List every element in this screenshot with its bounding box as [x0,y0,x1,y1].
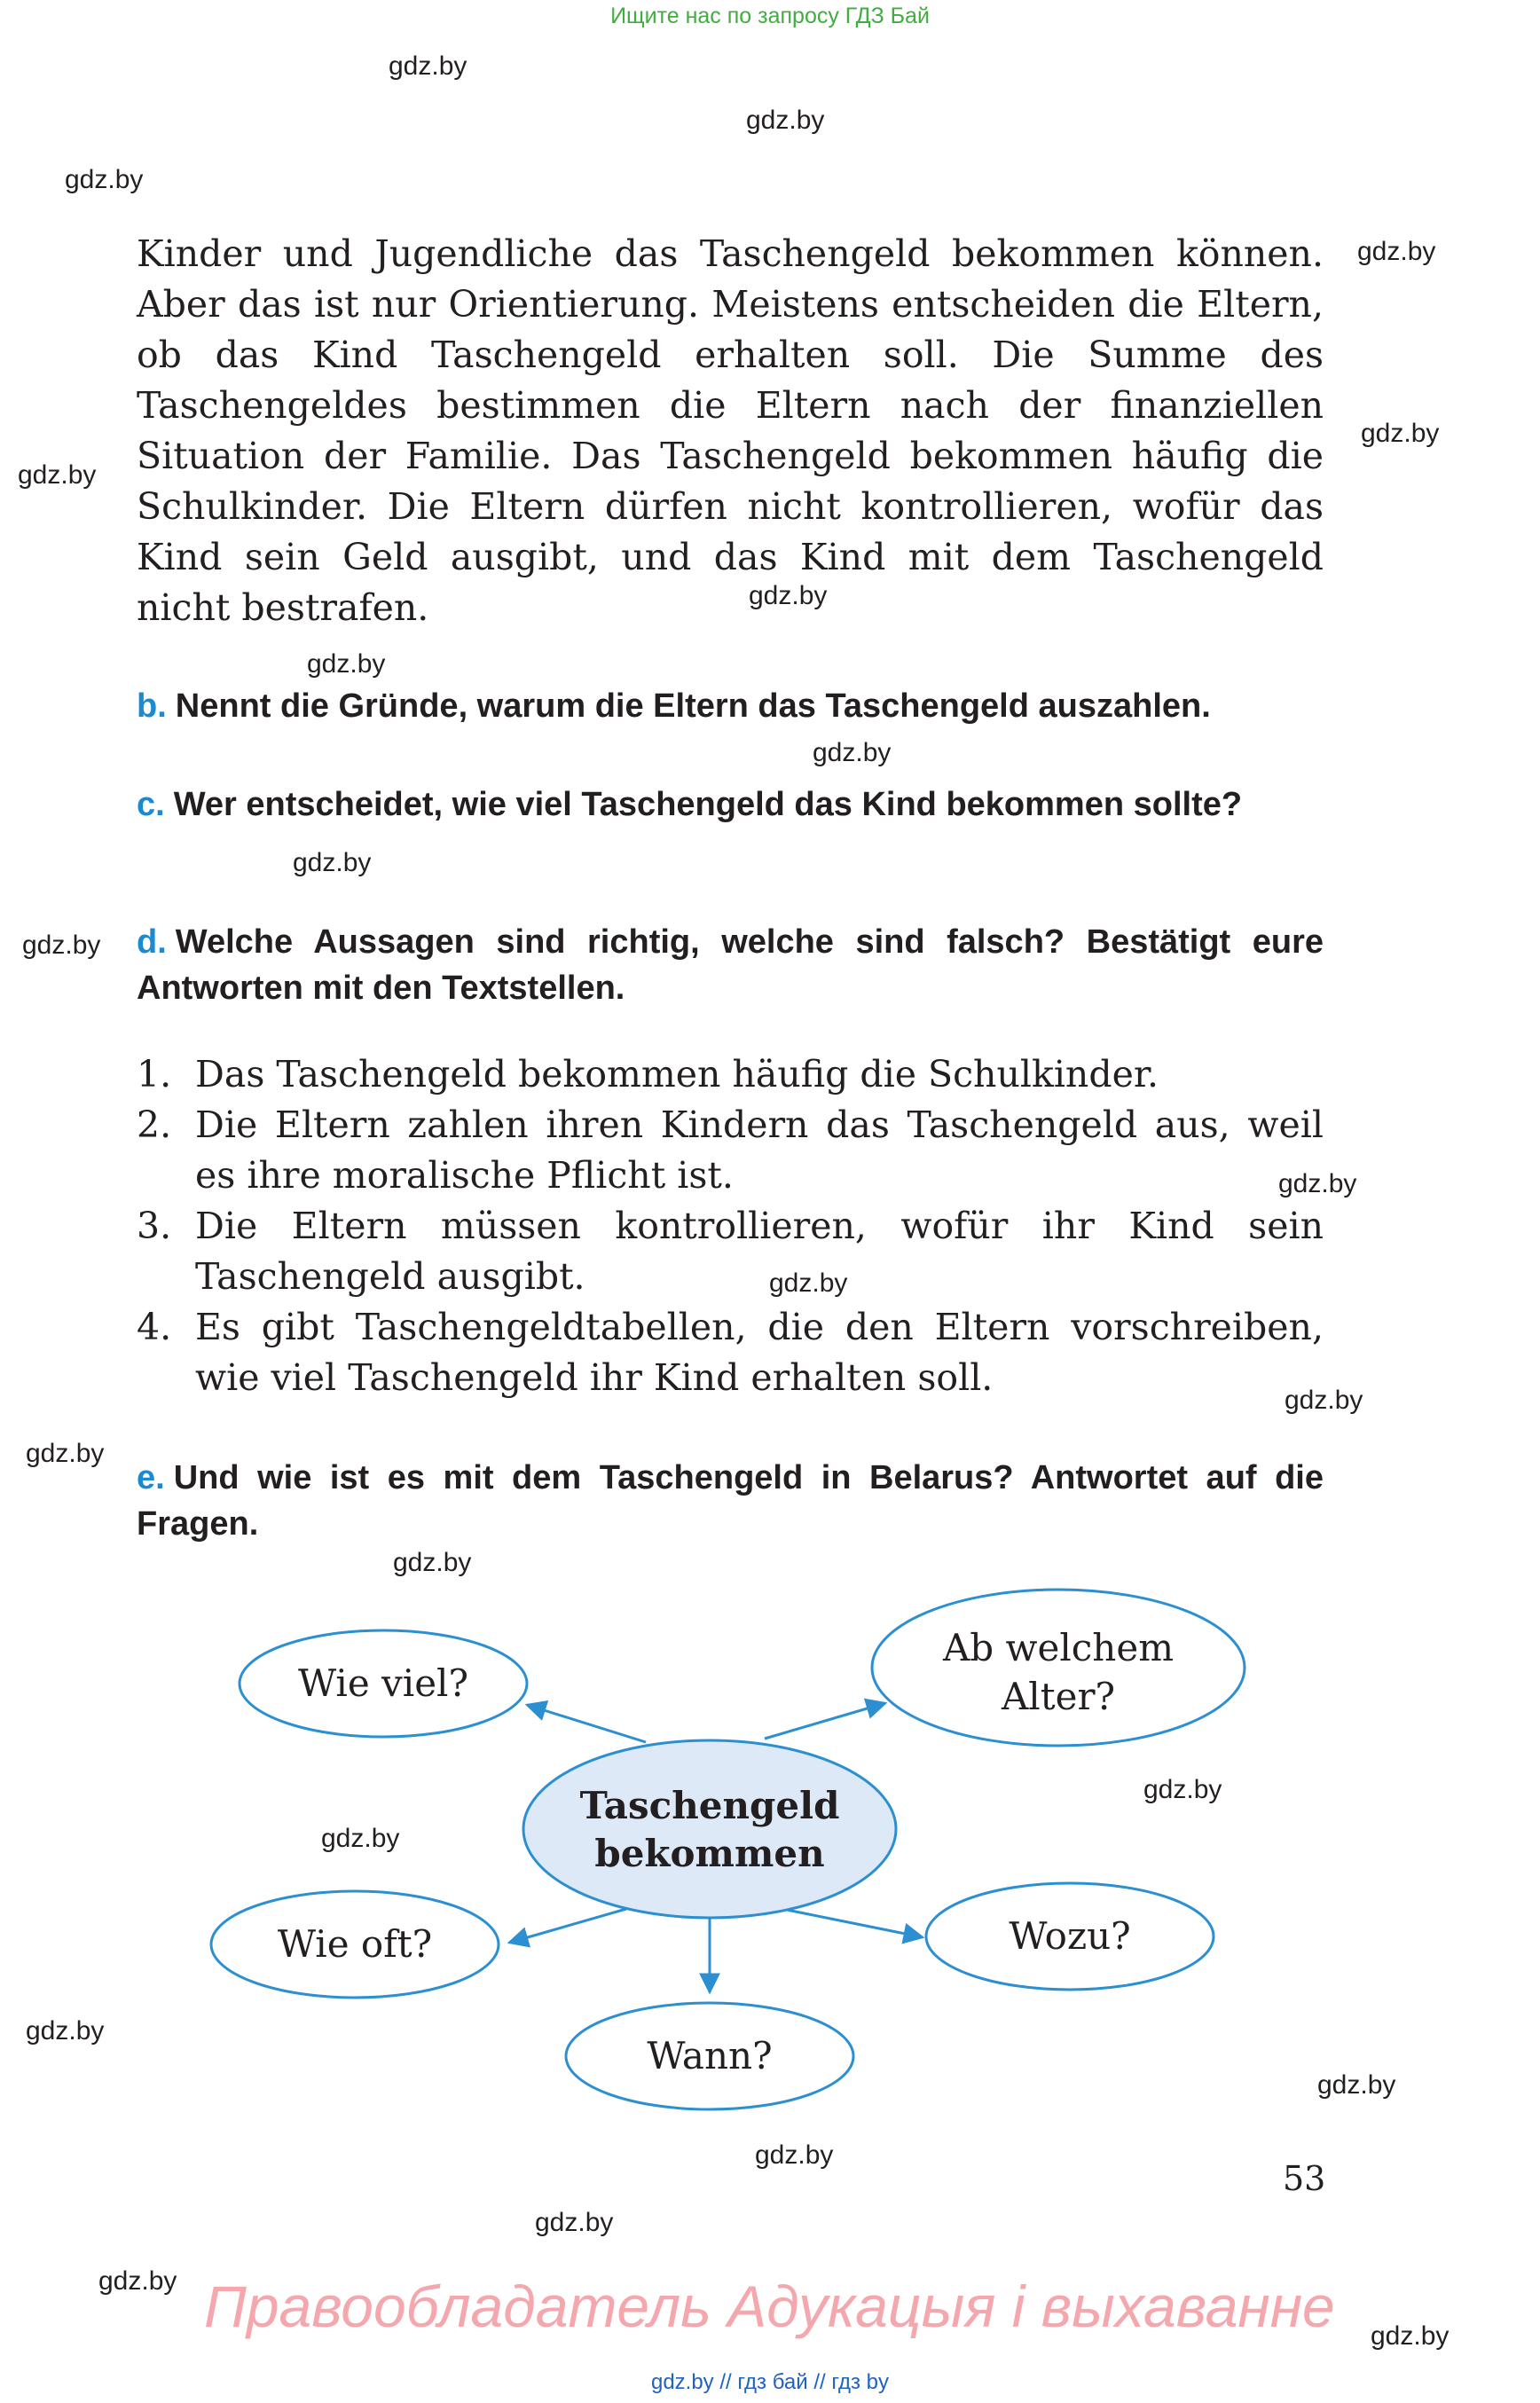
watermark: gdz.by [22,931,101,960]
watermark: gdz.by [1285,1386,1363,1415]
connector-arrow [509,1909,626,1943]
task-letter: d. [137,923,167,961]
top-banner[interactable]: Ищите нас по запросу ГДЗ Бай [610,4,930,28]
connector-arrow [782,1909,923,1937]
watermark: gdz.by [98,2266,177,2296]
task-text: Nennt die Gründe, warum die Eltern das Taschengeld auszahlen. [175,687,1211,725]
task-letter: b. [137,687,167,725]
watermark: gdz.by [746,106,825,135]
item-number: 2. [137,1103,172,1146]
page-number: 53 [1283,2159,1326,2198]
watermark: gdz.by [755,2140,834,2170]
bubble-label: Wie viel? [297,1661,469,1705]
watermark: gdz.by [18,460,97,490]
watermark: gdz.by [1371,2321,1450,2351]
footer-links[interactable]: gdz.by // гдз бай // гдз by [650,2370,890,2394]
watermark: gdz.by [1357,237,1436,266]
task-text: Wer entscheidet, wie viel Taschengeld das Kind bekommen sollte? [173,786,1243,823]
item-text: Es gibt Taschengeldtabellen, die den Eltern vorschreiben, wie viel Taschengeld ihr Kind erhalten soll. [195,1306,1324,1399]
connector-arrow [765,1703,885,1739]
bubble-label: Wann? [647,2034,773,2077]
task-letter: e. [137,1459,165,1496]
center-label: Taschengeld [579,1784,840,1827]
item-text: Die Eltern zahlen ihren Kindern das Taschengeld aus, weil es ihre moralische Pflicht ist. [195,1103,1324,1197]
watermark: gdz.by [535,2208,614,2237]
item-number: 3. [137,1205,172,1247]
item-text: Die Eltern müssen kontrollieren, wofür ihr Kind sein Taschengeld ausgibt. [195,1205,1324,1298]
watermark: gdz.by [307,649,386,679]
watermark: gdz.by [1143,1775,1222,1804]
bubble-label: Wozu? [1009,1914,1131,1958]
item-number: 1. [137,1053,172,1095]
watermark: gdz.by [393,1548,472,1577]
watermark: gdz.by [293,848,372,877]
connector-arrow [527,1705,646,1742]
watermark: gdz.by [26,1439,105,1468]
watermark: gdz.by [65,165,144,194]
watermark: gdz.by [1278,1169,1357,1198]
bubble-label: Wie oft? [277,1922,433,1966]
task-text: Welche Aussagen sind richtig, welche sind falsch? Bestätigt eure Antworten mit den Textstellen. [137,923,1324,1007]
watermark: gdz.by [389,51,468,81]
body-paragraph: Kinder und Jugendliche das Taschengeld bekommen können. Aber das ist nur Orientierung. Meistens entscheiden die Eltern, ob das Kind Taschengeld erhalten soll. Die Summe des Taschengeldes bestimmen die Eltern nach der finanziellen Situation der Familie. Das Taschengeld bekommen häufig die Schulkinder. Die Eltern dürfen nicht kontrollieren, wofür das Kind sein Geld ausgibt, und das Kind mit dem Taschengeld nicht bestrafen. [137,232,1324,629]
bubble-label: Alter? [1001,1675,1116,1718]
watermark: gdz.by [749,581,828,610]
watermark: gdz.by [1361,419,1440,448]
bubble-center [523,1740,896,1918]
watermark: gdz.by [813,738,892,767]
center-label: bekommen [594,1832,825,1875]
watermark: gdz.by [321,1824,400,1853]
item-number: 4. [137,1306,172,1348]
bubble-label: Ab welchem [942,1626,1175,1669]
watermark: gdz.by [26,2016,105,2046]
task-text: Und wie ist es mit dem Taschengeld in Belarus? Antwortet auf die Fragen. [137,1459,1324,1543]
copyright-notice: Правообладатель Адукацыя і выхаванне [204,2273,1335,2339]
item-text: Das Taschengeld bekommen häufig die Schulkinder. [195,1053,1159,1095]
watermark: gdz.by [769,1268,848,1298]
watermark: gdz.by [1317,2070,1396,2100]
task-letter: c. [137,786,165,823]
